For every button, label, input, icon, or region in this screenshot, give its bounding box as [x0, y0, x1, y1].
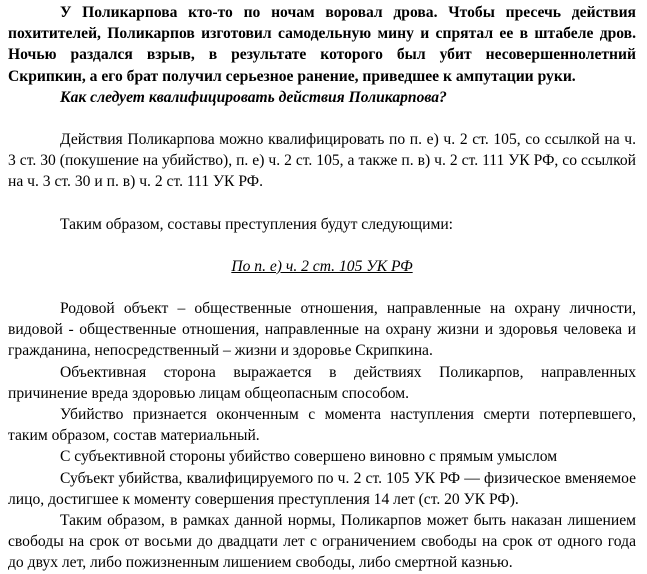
task-statement: У Поликарпова кто-то по ночам воровал дрова. Чтобы пресечь действия похитителей, Поликарпов изготовил самодельную мину и спрятал ее в штабеле дров. Ночью раздался взрыв, в результате которого был убит несовершеннолетний Скрипкин, а его брат получил серьезное ранение, приведшее к ампутации руки. — [8, 4, 636, 85]
paragraph-subject: Субъект убийства, квалифицируемого по ч. 2 ст. 105 УК РФ — физическое вменяемое лицо, достигшее к моменту совершения преступления 14 лет (ст. 20 УК РФ). — [8, 469, 636, 508]
paragraph-punishment: Таким образом, в рамках данной нормы, Поликарпов может быть наказан лишением свободы на срок от восьми до двадцати лет с ограничением свободы на срок от одного года до двух лет, либо пожизненным лишением свободы, либо смертной казнью. — [8, 512, 636, 572]
composition-intro: Таким образом, составы преступления будут следующими: — [60, 215, 454, 233]
spacer — [8, 108, 636, 129]
paragraph-subjective-side: С субъективной стороны убийство совершено виновно с прямым умыслом — [60, 448, 558, 466]
section-heading: По п. е) ч. 2 ст. 105 УК РФ — [231, 257, 413, 275]
spacer — [8, 193, 636, 214]
spacer — [8, 277, 636, 298]
task-question: Как следует квалифицировать действия Поликарпова? — [60, 88, 447, 106]
paragraph-object: Родовой объект – общественные отношения, направленные на охрану личности, видовой - общественные отношения, направленные на охрану жизни и здоровья человека и гражданина, непосредственный – жизни и здоровье Скрипкина. — [8, 300, 636, 360]
paragraph-completion: Убийство признается оконченным с момента наступления смерти потерпевшего, таким образом, состав материальный. — [8, 406, 636, 445]
document-page — [8, 2, 636, 574]
answer-intro: Действия Поликарпова можно квалифицировать по п. е) ч. 2 ст. 105, со ссылкой на ч. 3 ст. 30 (покушение на убийство), п. е) ч. 2 ст. 105, а также п. в) ч. 2 ст. 111 УК РФ, со ссылкой на ч. 3 ст. 30 и п. в) ч. 2 ст. 111 УК РФ. — [8, 131, 636, 191]
paragraph-objective-side: Объективная сторона выражается в действиях Поликарпов, направленных причинение вреда здоровью лицам общеопасным способом. — [8, 363, 636, 402]
spacer — [8, 235, 636, 256]
